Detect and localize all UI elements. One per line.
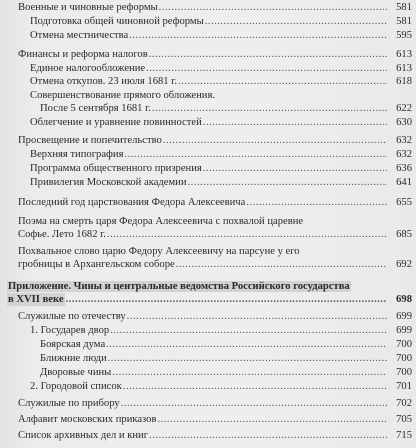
toc-entry-title: Алфавит московских приказов [18, 414, 157, 425]
toc-entry-page: 641 [396, 177, 412, 188]
dot-leader [149, 429, 387, 442]
appendix-title [7, 280, 351, 293]
toc-entry-title: Отмена откупов. 23 июля 1681 г. [30, 76, 178, 87]
toc-entry-title: Финансы и реформа налогов [18, 49, 148, 60]
toc-entry [0, 176, 416, 189]
toc-entry-page: 702 [396, 398, 412, 409]
toc-entry [0, 338, 416, 351]
dot-leader [203, 162, 387, 175]
toc-entry [0, 15, 416, 28]
dot-leader [127, 310, 387, 323]
toc-entry-title: Облегчение и уравнение повинностей [30, 117, 202, 128]
dot-leader [246, 196, 387, 209]
toc-entry-title: После 5 сентября 1681 г. [40, 103, 151, 114]
toc-entry-title: Софье. Лето 1682 г. [18, 229, 106, 240]
toc-entry [0, 366, 416, 379]
toc-entry [0, 134, 416, 147]
toc-entry-page: 705 [396, 414, 412, 425]
dot-leader [157, 413, 387, 426]
dot-leader [188, 176, 387, 189]
toc-entry-title: 1. Государев двор [30, 325, 110, 336]
toc-entry-title: Просвещение и попечительство [18, 135, 162, 146]
dot-leader [203, 116, 387, 129]
toc-entry-page: 715 [396, 430, 412, 441]
toc-entry-page: 700 [396, 339, 412, 350]
toc-entry [0, 1, 416, 14]
toc-entry-page: 618 [396, 76, 412, 87]
dot-leader [108, 352, 387, 365]
toc-entry [0, 293, 416, 306]
dot-leader [107, 228, 387, 241]
toc-entry-title: Служилые по прибору [18, 398, 120, 409]
toc-entry-page: 699 [396, 325, 412, 336]
toc-entry-title: Верхняя типография [30, 149, 124, 160]
dot-leader [123, 380, 387, 393]
toc-entry-title: Дворовые чины [40, 367, 112, 378]
toc-entry-page: 700 [396, 367, 412, 378]
dot-leader [110, 324, 387, 337]
toc-entry-page: 581 [396, 16, 412, 27]
toc-entry-title: Список архивных дел и книг [18, 430, 149, 441]
toc-entry [0, 48, 416, 61]
toc-entry [0, 413, 416, 426]
toc-entry-title: Поэма на смерть царя Федора Алексеевича с похвалой царевне [18, 216, 304, 227]
toc-entry-page: 692 [396, 259, 412, 270]
dot-leader [176, 258, 387, 271]
toc-entry [0, 429, 416, 442]
dot-leader [66, 293, 387, 306]
toc-entry-page: 699 [396, 311, 412, 322]
toc-entry-title: Боярская дума [40, 339, 106, 350]
toc-entry-page: 622 [396, 103, 412, 114]
toc-entry-page: 636 [396, 163, 412, 174]
dot-leader [129, 29, 387, 42]
toc-entry-title: Отмена местничества [30, 30, 129, 41]
toc-entry-title: Единое налогообложение [30, 63, 146, 74]
toc-entry-page: 701 [396, 381, 412, 392]
toc-entry-page: 613 [396, 49, 412, 60]
appendix-title-line: Приложение. Чины и центральные ведомства Российского государства [8, 281, 350, 292]
toc-entry-title: 2. Городовой список [30, 381, 122, 392]
toc-entry [0, 75, 416, 88]
toc-entry [0, 62, 416, 75]
toc-entry-title: Программа общественного призрения [30, 163, 202, 174]
dot-leader [121, 397, 387, 410]
dot-leader [112, 366, 387, 379]
toc-entry-page: 630 [396, 117, 412, 128]
toc-entry-page: 655 [396, 197, 412, 208]
toc-entry [0, 380, 416, 393]
dot-leader [106, 338, 387, 351]
toc-entry-title: в XVII веке [8, 294, 64, 305]
toc-entry [0, 397, 416, 410]
toc-entry-page: 685 [396, 229, 412, 240]
toc-entry-title: Ближние люди [40, 353, 107, 364]
dot-leader [205, 15, 387, 28]
dot-leader [149, 48, 387, 61]
toc-entry [0, 162, 416, 175]
toc-entry [0, 258, 416, 271]
toc-entry-title: Подготовка общей чиновной реформы [30, 16, 204, 27]
toc-entry-page: 581 [396, 2, 412, 13]
dot-leader [152, 102, 387, 115]
toc-entry [0, 29, 416, 42]
toc-entry-title: Последний год царствования Федора Алексеевича [18, 197, 246, 208]
dot-leader [146, 62, 387, 75]
toc-entry-page: 613 [396, 63, 412, 74]
toc-entry [0, 148, 416, 161]
toc-entry [0, 310, 416, 323]
toc-entry [0, 116, 416, 129]
dot-leader [159, 1, 387, 14]
dot-leader [178, 75, 387, 88]
toc-entry-title: Совершенствование прямого обложения. [30, 90, 215, 101]
toc-entry [0, 102, 416, 115]
toc-entry-title: Военные и чиновные реформы [18, 2, 158, 13]
toc-entry [0, 196, 416, 209]
toc-entry-page: 632 [396, 149, 412, 160]
toc-entry-page: 595 [396, 30, 412, 41]
toc-entry [0, 352, 416, 365]
dot-leader [124, 148, 387, 161]
toc-entry-title: гробницы в Архангельском соборе [18, 259, 175, 270]
dot-leader [163, 134, 387, 147]
toc-entry-title: Привилегия Московской академии [30, 177, 187, 188]
toc-entry [0, 228, 416, 241]
toc-entry [0, 324, 416, 337]
toc-entry-page: 632 [396, 135, 412, 146]
toc-entry-title: Похвальное слово царю Федору Алексеевичу на парсуне у его [18, 246, 300, 257]
toc-entry-page: 698 [396, 294, 412, 305]
toc-entry-page: 700 [396, 353, 412, 364]
toc-entry-title: Служилые по отечеству [18, 311, 126, 322]
